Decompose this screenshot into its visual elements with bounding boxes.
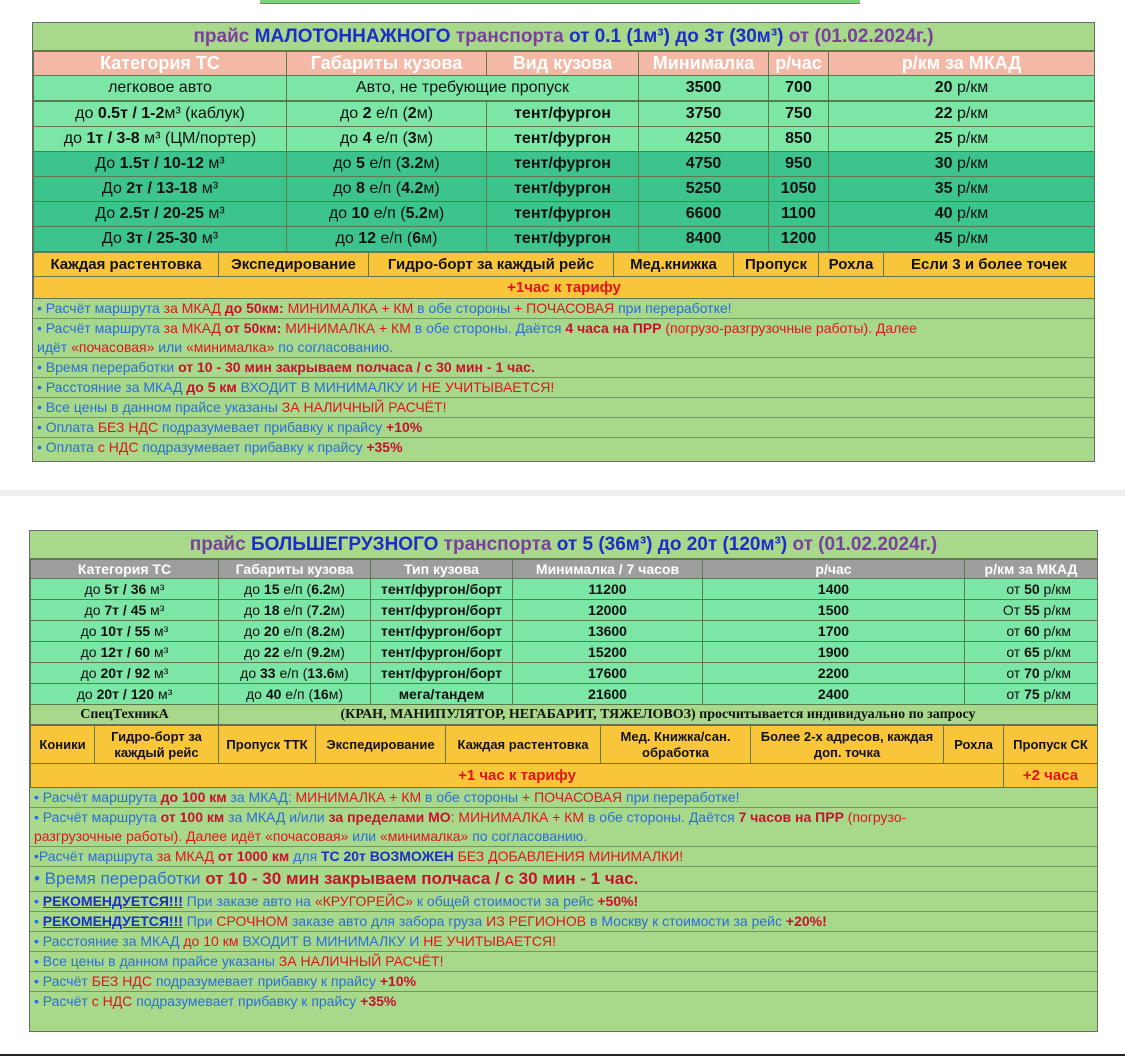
sheet2-price-table [30, 559, 1098, 725]
hour-cell: 1900 [703, 642, 965, 663]
minimum-cell: 4750 [639, 152, 769, 177]
header-minimum: Минималка / 7 часов [513, 560, 703, 579]
km-cell: от 50 р/км [965, 579, 1098, 600]
extras-tariff-row [34, 277, 1095, 299]
minimum-cell: 13600 [513, 621, 703, 642]
km-cell: 20 р/км [829, 76, 1095, 101]
body-type-cell: тент/фургон [487, 102, 639, 127]
body-type-cell: тент/фургон [487, 127, 639, 152]
category-cell: до 7т / 45 м³ [31, 600, 219, 621]
note-route-100: • Расчёт маршрута до 100 км за МКАД: МИНИМАЛКА + КМ в обе стороны + ПОЧАСОВАЯ при переработке! [30, 788, 1097, 808]
category-cell: до 12т / 60 м³ [31, 642, 219, 663]
body-type-cell: тент/фургон/борт [371, 642, 513, 663]
sheet1-price-table [33, 51, 1095, 101]
no-pass-note: Авто, не требующие пропуск [287, 76, 639, 101]
dimensions-cell: до 4 е/п (3м) [287, 127, 487, 152]
note-round-trip: • РЕКОМЕНДУЕТСЯ!!! При заказе авто на «КРУГОРЕЙС» к общей стоимости за рейс +50%! [30, 892, 1097, 912]
header-dimensions: Габариты кузова [287, 52, 487, 76]
table-row [34, 177, 1095, 202]
hour-cell: 850 [769, 127, 829, 152]
note-cash: • Все цены в данном прайсе указаны ЗА НАЛИЧНЫЙ РАСЧЁТ! [30, 952, 1097, 972]
hour-cell: 1050 [769, 177, 829, 202]
category-cell: до 1т / 3-8 м³ (ЦМ/портер) [34, 127, 287, 152]
km-cell: от 70 р/км [965, 663, 1098, 684]
category-cell: до 20т / 120 м³ [31, 684, 219, 705]
sheet1-notes [33, 299, 1094, 457]
note-overtime: • Время переработки от 10 - 30 мин закрываем полчаса / с 30 мин - 1 час. [33, 358, 1094, 378]
category-cell: До 1.5т / 10-12 м³ [34, 152, 287, 177]
minimum-cell: 6600 [639, 202, 769, 227]
extra-stakes: Коники [31, 726, 95, 764]
minimum-cell: 8400 [639, 227, 769, 252]
header-category: Категория ТС [31, 560, 219, 579]
dimensions-cell: до 2 е/п (2м) [287, 102, 487, 127]
note-route-over-50: • Расчёт маршрута за МКАД от 50км: МИНИМАЛКА + КМ в обе стороны. Даётся 4 часа на ПРР (погрузо-разгрузочные работы). Далее [37, 320, 917, 336]
sheet1-extras-table [33, 252, 1095, 299]
price-sheet-heavy-transport [29, 530, 1098, 1032]
table-row [31, 663, 1098, 684]
table-row [31, 600, 1098, 621]
table-row [34, 152, 1095, 177]
minimum-cell: 4250 [639, 127, 769, 152]
note-with-vat: • Оплата с НДС подразумевает прибавку к прайсу +35% [37, 439, 403, 455]
sheet1-title: прайс МАЛОТОННАЖНОГО транспорта от 0.1 (1м³) до 3т (30м³) от (01.02.2024г.) [33, 23, 1094, 51]
extra-pass: Пропуск [734, 253, 819, 277]
hour-cell: 750 [769, 102, 829, 127]
dimensions-cell: до 18 е/п (7.2м) [219, 600, 371, 621]
table-row [34, 127, 1095, 152]
body-type-cell: тент/фургон/борт [371, 579, 513, 600]
note-no-vat: • Оплата БЕЗ НДС подразумевает прибавку к прайсу +10% [33, 418, 1094, 438]
extra-forwarding: Экспедирование [316, 726, 446, 764]
header-body-type: Вид кузова [487, 52, 639, 76]
km-cell: от 60 р/км [965, 621, 1098, 642]
note-with-vat: • Расчёт с НДС подразумевает прибавку к прайсу +35% [34, 993, 397, 1009]
previous-sheet-edge [260, 0, 860, 4]
sheet2-notes [30, 788, 1097, 1011]
minimum-cell: 3750 [639, 102, 769, 127]
sheet2-extras-table [30, 725, 1098, 788]
km-cell: от 75 р/км [965, 684, 1098, 705]
table-row [34, 202, 1095, 227]
header-dimensions: Габариты кузова [219, 560, 371, 579]
dimensions-cell: до 10 е/п (5.2м) [287, 202, 487, 227]
body-type-cell: тент/фургон/борт [371, 600, 513, 621]
extra-tail-lift: Гидро-борт за каждый рейс [369, 253, 614, 277]
header-minimum: Минималка [639, 52, 769, 76]
category-cell: до 0.5т / 1-2м³ (каблук) [34, 102, 287, 127]
extra-retenting: Каждая растентовка [446, 726, 601, 764]
km-cell: 40 р/км [829, 202, 1095, 227]
category-cell: легковое авто [34, 76, 287, 101]
extra-medical-book: Мед. Книжка/сан. обработка [601, 726, 751, 764]
category-cell: до 5т / 36 м³ [31, 579, 219, 600]
note-route-over-50-cont: идёт «почасовая» или «минималка» по согласованию. [33, 338, 1094, 358]
minimum-cell: 21600 [513, 684, 703, 705]
hour-cell: 1500 [703, 600, 965, 621]
table-row [31, 684, 1098, 705]
sheet1-header-row [34, 52, 1095, 76]
sheet2-title: прайс БОЛЬШЕГРУЗНОГО транспорта от 5 (36м³) до 20т (120м³) от (01.02.2024г.) [30, 531, 1097, 559]
dimensions-cell: до 12 е/п (6м) [287, 227, 487, 252]
category-cell: До 2.5т / 20-25 м³ [34, 202, 287, 227]
special-equipment-row [31, 705, 1098, 725]
hour-cell: 2200 [703, 663, 965, 684]
note-distance: • Расстояние за МКАД до 5 км ВХОДИТ В МИНИМАЛКУ И НЕ УЧИТЫВАЕТСЯ! [33, 378, 1094, 398]
table-row [34, 102, 1095, 127]
dimensions-cell: до 8 е/п (4.2м) [287, 177, 487, 202]
extra-tariff: +1час к тарифу [34, 277, 1095, 299]
sheet1-rows-table [33, 101, 1095, 252]
body-type-cell: тент/фургон [487, 202, 639, 227]
minimum-cell: 15200 [513, 642, 703, 663]
extra-medical-book: Мед.книжка [614, 253, 734, 277]
extra-retenting: Каждая растентовка [34, 253, 219, 277]
hour-cell: 2400 [703, 684, 965, 705]
table-row [34, 76, 1095, 101]
note-route-1000: •Расчёт маршрута за МКАД от 1000 км для ТС 20т ВОЗМОЖЕН БЕЗ ДОБАВЛЕНИЯ МИНИМАЛКИ! [30, 847, 1097, 867]
km-cell: 22 р/км [829, 102, 1095, 127]
note-no-vat: • Расчёт БЕЗ НДС подразумевает прибавку к прайсу +10% [30, 972, 1097, 992]
note-distance: • Расстояние за МКАД до 10 км ВХОДИТ В МИНИМАЛКУ И НЕ УЧИТЫВАЕТСЯ! [30, 932, 1097, 952]
km-cell: 25 р/км [829, 127, 1095, 152]
hour-cell: 950 [769, 152, 829, 177]
header-per-hour: р/час [703, 560, 965, 579]
hour-cell: 1400 [703, 579, 965, 600]
extras-tariff-row [31, 764, 1098, 788]
category-cell: до 20т / 92 м³ [31, 663, 219, 684]
category-cell: до 10т / 55 м³ [31, 621, 219, 642]
note-cash: • Все цены в данном прайсе указаны ЗА НАЛИЧНЫЙ РАСЧЁТ! [33, 398, 1094, 418]
header-per-km: р/км за МКАД [829, 52, 1095, 76]
minimum-cell: 3500 [639, 76, 769, 101]
header-per-hour: р/час [769, 52, 829, 76]
dimensions-cell: до 33 е/п (13.6м) [219, 663, 371, 684]
hour-cell: 700 [769, 76, 829, 101]
minimum-cell: 12000 [513, 600, 703, 621]
dimensions-cell: до 20 е/п (8.2м) [219, 621, 371, 642]
extra-ttk-pass: Пропуск ТТК [219, 726, 316, 764]
minimum-cell: 5250 [639, 177, 769, 202]
header-per-km: р/км за МКАД [965, 560, 1098, 579]
extra-multi-address: Более 2-х адресов, каждая доп. точка [751, 726, 944, 764]
km-cell: 35 р/км [829, 177, 1095, 202]
page-bottom-edge [0, 1054, 1125, 1056]
note-route-over-100-cont: разгрузочные работы). Далее идёт «почасовая» или «минималка» по согласованию. [30, 827, 1097, 847]
price-sheet-light-transport [32, 22, 1095, 462]
extra-pallet-jack: Рохла [819, 253, 884, 277]
table-row [31, 579, 1098, 600]
body-type-cell: тент/фургон/борт [371, 621, 513, 642]
table-row [31, 621, 1098, 642]
sheet-divider [0, 490, 1125, 496]
extra-pallet-jack: Рохла [944, 726, 1004, 764]
sheet2-header-row [31, 560, 1098, 579]
km-cell: 30 р/км [829, 152, 1095, 177]
minimum-cell: 11200 [513, 579, 703, 600]
special-equipment-text: (КРАН, МАНИПУЛЯТОР, НЕГАБАРИТ, ТЯЖЕЛОВОЗ) просчитывается индивидуально по запросу [219, 705, 1098, 725]
extra-multi-points: Если 3 и более точек [884, 253, 1095, 277]
dimensions-cell: до 22 е/п (9.2м) [219, 642, 371, 663]
body-type-cell: тент/фургон [487, 177, 639, 202]
note-urgent: • РЕКОМЕНДУЕТСЯ!!! При СРОЧНОМ заказе авто для забора груза ИЗ РЕГИОНОВ в Москву к стоимости за рейс +20%! [30, 912, 1097, 932]
note-route-over-100: • Расчёт маршрута от 100 км за МКАД и/или за пределами МО: МИНИМАЛКА + КМ в обе стороны. Даётся 7 часов на ПРР (погрузо- [34, 809, 907, 825]
hour-cell: 1700 [703, 621, 965, 642]
dimensions-cell: до 40 е/п (16м) [219, 684, 371, 705]
special-equipment-label: СпецТехникА [31, 705, 219, 725]
extra-tariff-sk: +2 часа [1004, 764, 1098, 788]
header-category: Категория ТС [34, 52, 287, 76]
category-cell: До 3т / 25-30 м³ [34, 227, 287, 252]
body-type-cell: тент/фургон/борт [371, 663, 513, 684]
body-type-cell: тент/фургон [487, 227, 639, 252]
dimensions-cell: до 15 е/п (6.2м) [219, 579, 371, 600]
table-row [34, 227, 1095, 252]
extras-row [31, 726, 1098, 764]
km-cell: от 65 р/км [965, 642, 1098, 663]
table-row [31, 642, 1098, 663]
extras-row [34, 253, 1095, 277]
hour-cell: 1200 [769, 227, 829, 252]
note-route-50: • Расчёт маршрута за МКАД до 50км: МИНИМАЛКА + КМ в обе стороны + ПОЧАСОВАЯ при переработке! [33, 299, 1094, 319]
extra-tariff: +1 час к тарифу [31, 764, 1004, 788]
extra-tail-lift: Гидро-борт за каждый рейс [95, 726, 219, 764]
note-overtime: • Время переработки от 10 - 30 мин закрываем полчаса / с 30 мин - 1 час. [30, 867, 1097, 892]
km-cell: От 55 р/км [965, 600, 1098, 621]
km-cell: 45 р/км [829, 227, 1095, 252]
dimensions-cell: до 5 е/п (3.2м) [287, 152, 487, 177]
minimum-cell: 17600 [513, 663, 703, 684]
body-type-cell: тент/фургон [487, 152, 639, 177]
body-type-cell: мега/тандем [371, 684, 513, 705]
extra-forwarding: Экспедирование [219, 253, 369, 277]
category-cell: До 2т / 13-18 м³ [34, 177, 287, 202]
extra-sk-pass: Пропуск СК [1004, 726, 1098, 764]
header-body-type: Тип кузова [371, 560, 513, 579]
hour-cell: 1100 [769, 202, 829, 227]
